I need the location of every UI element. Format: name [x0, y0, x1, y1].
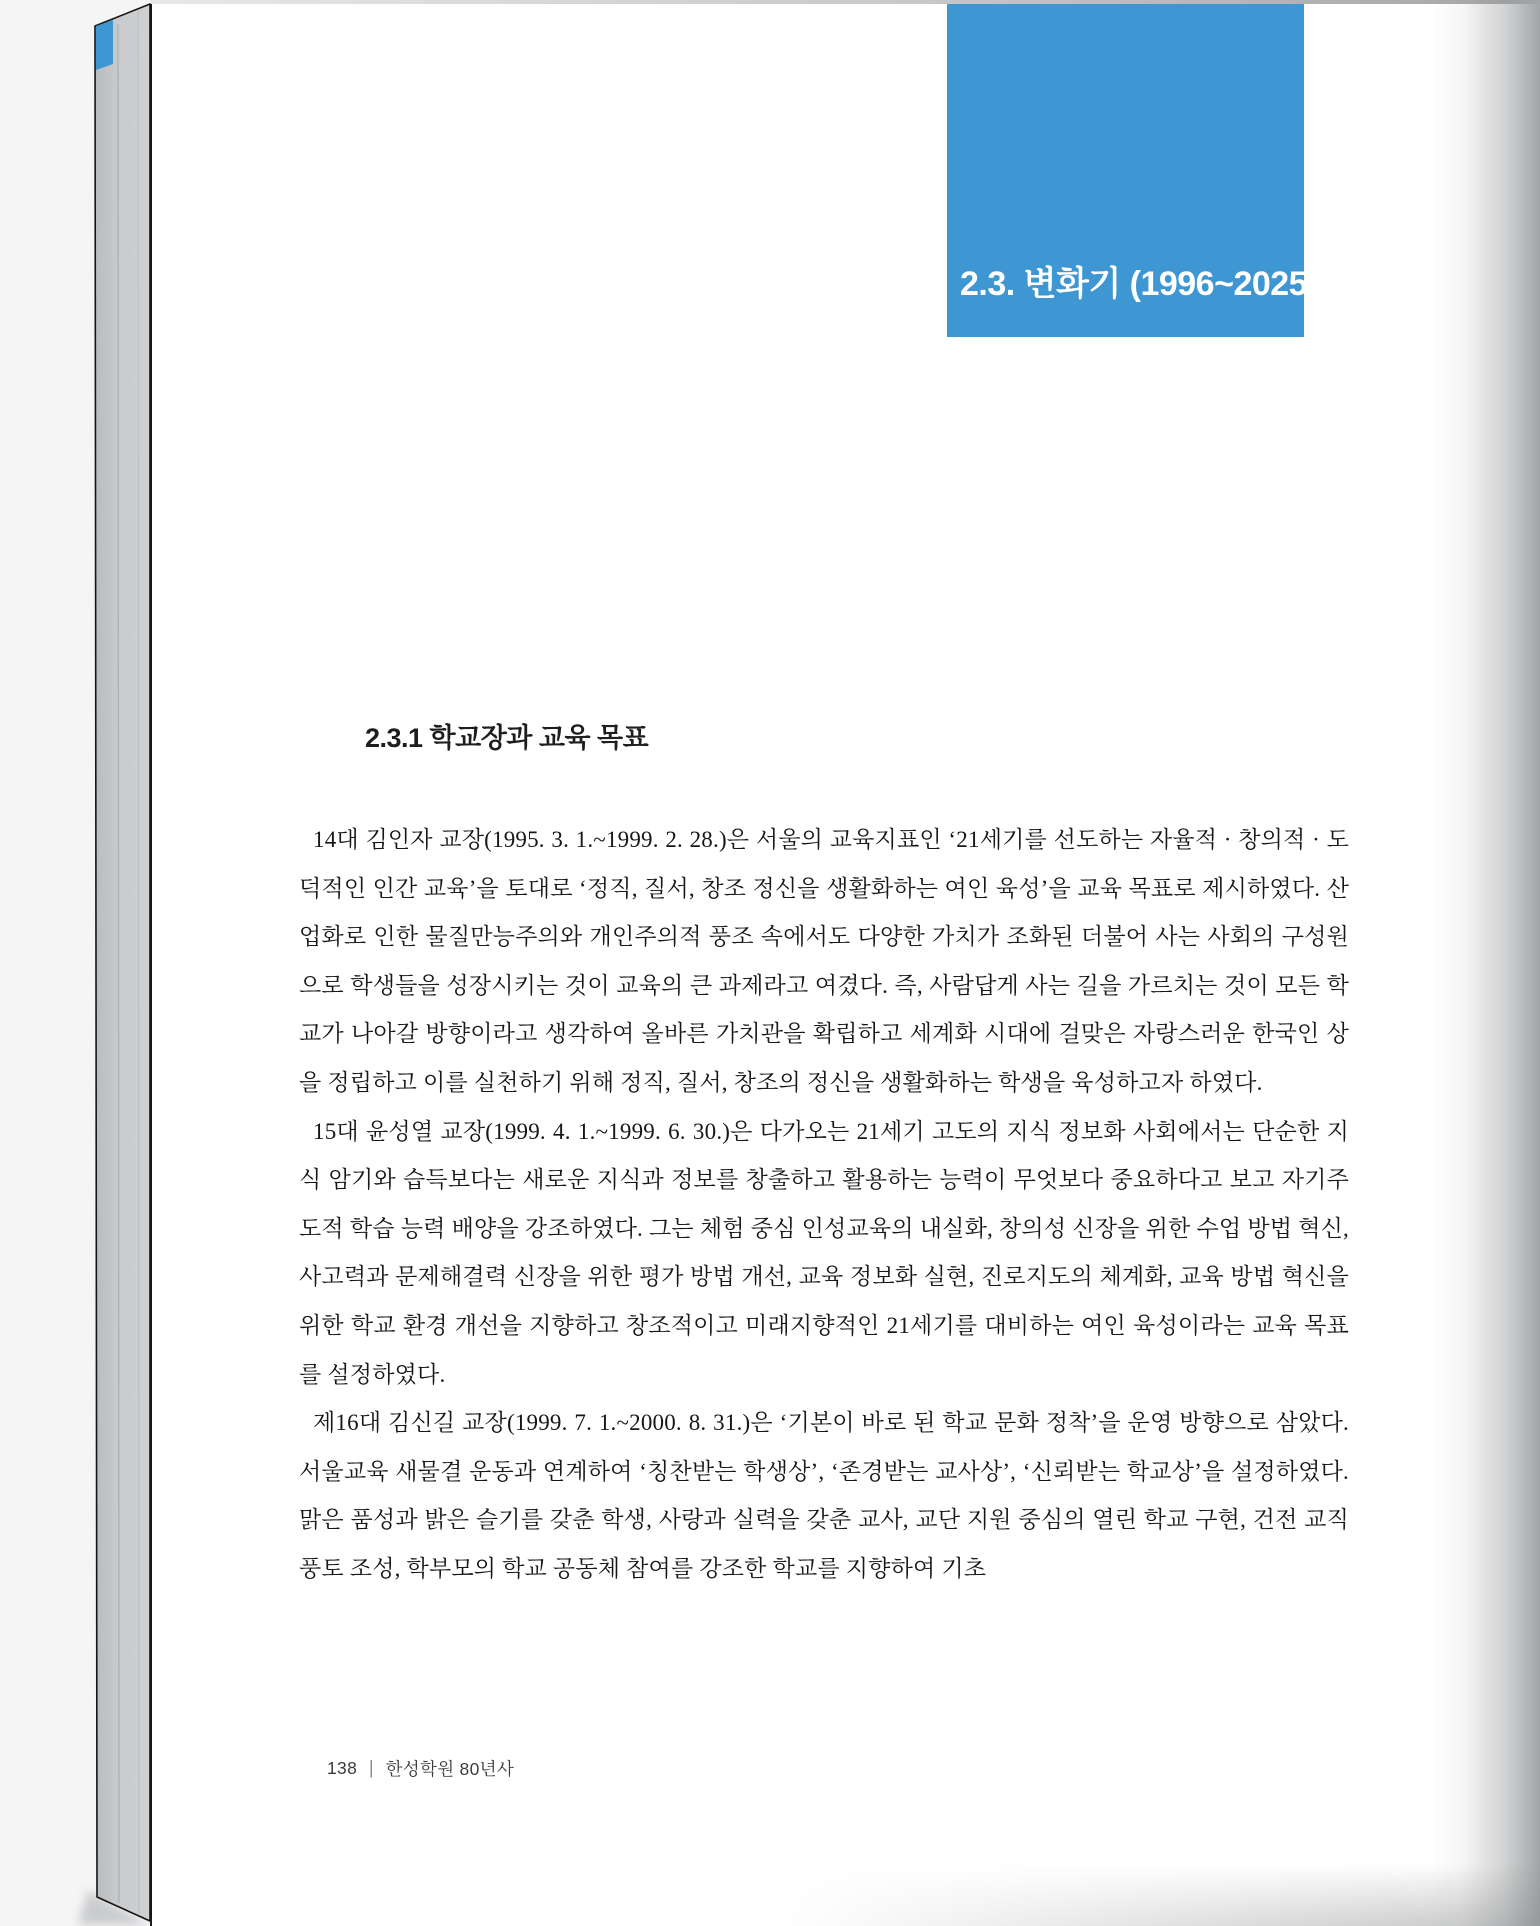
book-spine	[70, 0, 152, 1926]
page-number: 138	[327, 1758, 358, 1778]
body-text	[299, 816, 1349, 1594]
book-page	[150, 4, 1540, 1926]
body-paragraph: 15대 윤성열 교장(1999. 4. 1.~1999. 6. 30.)은 다가오는 21세기 고도의 지식 정보화 사회에서는 단순한 지식 암기와 습득보다는 새로운 지식과 정보를 창출하고 활용하는 능력이 무엇보다 중요하다고 보고 자기주도적 학습 능력 배양을 강조하였다. 그는 체험 중심 인성교육의 내실화, 창의성 신장을 위한 수업 방법 혁신, 사고력과 문제해결력 신장을 위한 평가 방법 개선, 교육 정보화 실현, 진로지도의 체계화, 교육 방법 혁신을 위한 학교 환경 개선을 지향하고 창조적이고 미래지향적인 21세기를 대비하는 여인 육성이라는 교육 목표를 설정하였다.	[299, 1118, 1349, 1387]
body-paragraph: 14대 김인자 교장(1995. 3. 1.~1999. 2. 28.)은 서울의 교육지표인 ‘21세기를 선도하는 자율적 · 창의적 · 도덕적인 인간 교육’을 토대로 ‘정직, 질서, 창조 정신을 생활화하는 여인 육성’을 교육 목표로 제시하였다. 산업화로 인한 물질만능주의와 개인주의적 풍조 속에서도 다양한 가치가 조화된 더불어 사는 사회의 구성원으로 학생들을 성장시키는 것이 교육의 큰 과제라고 여겼다. 즉, 사람답게 사는 길을 가르치는 것이 모든 학교가 나아갈 방향이라고 생각하여 올바른 가치관을 확립하고 세계화 시대에 걸맞은 자랑스러운 한국인 상을 정립하고 이를 실천하기 위해 정직, 질서, 창조의 정신을 생활화하는 학생을 육성하고자 하였다.	[299, 827, 1349, 1095]
page-footer	[327, 1756, 514, 1781]
spine-panel	[95, 4, 150, 1921]
chapter-banner	[947, 4, 1318, 337]
chapter-banner-title: 2.3. 변화기 (1996~2025)	[960, 264, 1318, 303]
body-paragraph: 제16대 김신길 교장(1999. 7. 1.~2000. 8. 31.)은 ‘기본이 바로 된 학교 문화 정착’을 운영 방향으로 삼았다. 서울교육 새물결 운동과 연계하여 ‘칭찬받는 학생상’, ‘존경받는 교사상’, ‘신뢰받는 학교상’을 설정하였다. 맑은 품성과 밝은 슬기를 갖춘 학생, 사랑과 실력을 갖춘 교사, 교단 지원 중심의 열린 학교 구현, 건전 교직 풍토 조성, 학부모의 학교 공동체 참여를 강조한 학교를 지향하여 기초	[299, 1410, 1349, 1581]
footer-divider: |	[369, 1758, 374, 1778]
section-heading: 2.3.1 학교장과 교육 목표	[365, 723, 649, 753]
book-title: 한성학원 80년사	[385, 1759, 515, 1779]
spine-blue-edge	[96, 20, 113, 70]
